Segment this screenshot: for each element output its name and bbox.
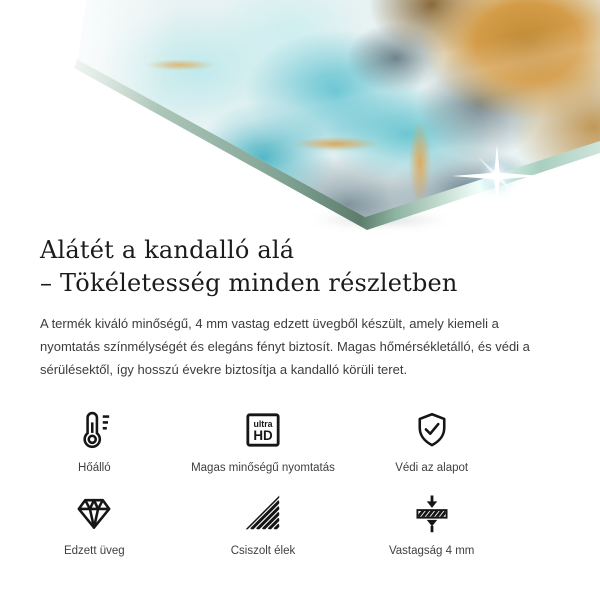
ultra-hd-icon xyxy=(242,407,284,453)
shield-check-icon xyxy=(411,407,453,453)
feature-grid xyxy=(10,407,516,557)
feature-tempered-glass xyxy=(10,490,179,557)
polished-edges-icon xyxy=(242,490,284,536)
page-title xyxy=(40,234,600,300)
feature-protects-base xyxy=(347,407,516,474)
ultra-hd-icon-text-top: ultra xyxy=(253,419,273,430)
title-line-2: – Tökéletesség minden részletben xyxy=(40,269,458,297)
feature-heat-resistant xyxy=(10,407,179,474)
product-image xyxy=(0,0,600,232)
product-description: A termék kiváló minőségű, 4 mm vastag edzett üvegből készült, amely kiemeli a nyomtatás színmélységét és elegáns fényt biztosít. Magas hőmérsékletálló, és védi a sérülésektől, így hosszú évekre biztosítja a kandalló körüli teret. xyxy=(40,316,530,377)
feature-label: Edzett üveg xyxy=(63,545,125,557)
feature-polished-edges xyxy=(179,490,348,557)
feature-label: Hőálló xyxy=(78,462,111,474)
feature-label: Vastagság 4 mm xyxy=(388,545,475,557)
thermometer-icon xyxy=(73,407,115,453)
title-line-1: Alátét a kandalló alá xyxy=(40,236,295,264)
sparkle-icon xyxy=(452,131,542,221)
feature-thickness xyxy=(347,490,516,557)
thickness-arrows-icon xyxy=(411,490,453,536)
feature-label: Csiszolt élek xyxy=(230,545,296,557)
ultra-hd-icon-text-bottom: HD xyxy=(253,427,273,443)
diamond-icon xyxy=(73,490,115,536)
feature-print-quality xyxy=(179,407,348,474)
feature-label: Védi az alapot xyxy=(395,462,469,474)
feature-label: Magas minőségű nyomtatás xyxy=(191,462,335,474)
